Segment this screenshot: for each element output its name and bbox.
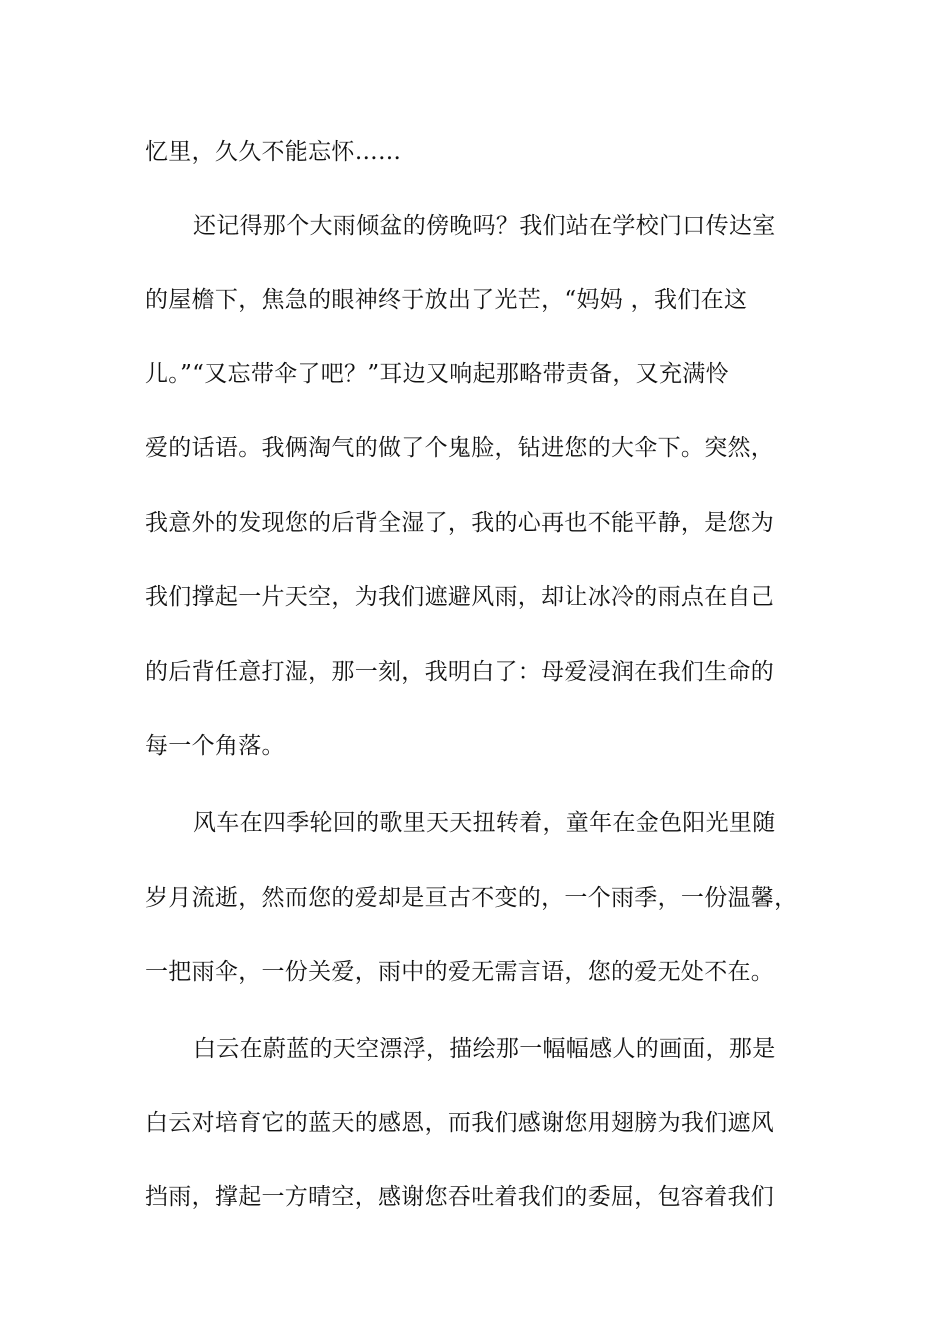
text-line: 白云对培育它的蓝天的感恩，而我们感谢您用翅膀为我们遮风 [145, 1110, 775, 1136]
text-line: 我们撑起一片天空，为我们遮避风雨，却让冰冷的雨点在自己 [145, 584, 775, 610]
text-line: 挡雨，撑起一方晴空，感谢您吞吐着我们的委屈，包容着我们 [145, 1184, 775, 1210]
text-line: 儿。”“又忘带伞了吧？”耳边又响起那略带责备，又充满怜 [145, 361, 729, 387]
text-line: 忆里，久久不能忘怀…… [145, 139, 402, 165]
paragraph-first-line: 白云在蔚蓝的天空漂浮，描绘那一幅幅感人的画面，那是 [193, 1036, 776, 1062]
text-line: 的屋檐下，焦急的眼神终于放出了光芒，“妈妈 ，我们在这 [145, 287, 748, 313]
paragraph-first-line: 还记得那个大雨倾盆的傍晚吗？我们站在学校门口传达室 [193, 213, 776, 239]
text-line: 的后背任意打湿，那一刻，我明白了：母爱浸润在我们生命的 [145, 659, 775, 685]
text-line: 岁月流逝，然而您的爱却是亘古不变的，一个雨季，一份温馨， [145, 885, 798, 911]
paragraph-first-line: 风车在四季轮回的歌里天天扭转着，童年在金色阳光里随 [193, 810, 776, 836]
text-line: 每一个角落。 [145, 733, 285, 759]
text-line: 我意外的发现您的后背全湿了，我的心再也不能平静，是您为 [145, 510, 775, 536]
text-line: 一把雨伞，一份关爱，雨中的爱无需言语，您的爱无处不在。 [145, 959, 775, 985]
text-line: 爱的话语。我俩淘气的做了个鬼脸，钻进您的大伞下。突然， [145, 435, 775, 461]
